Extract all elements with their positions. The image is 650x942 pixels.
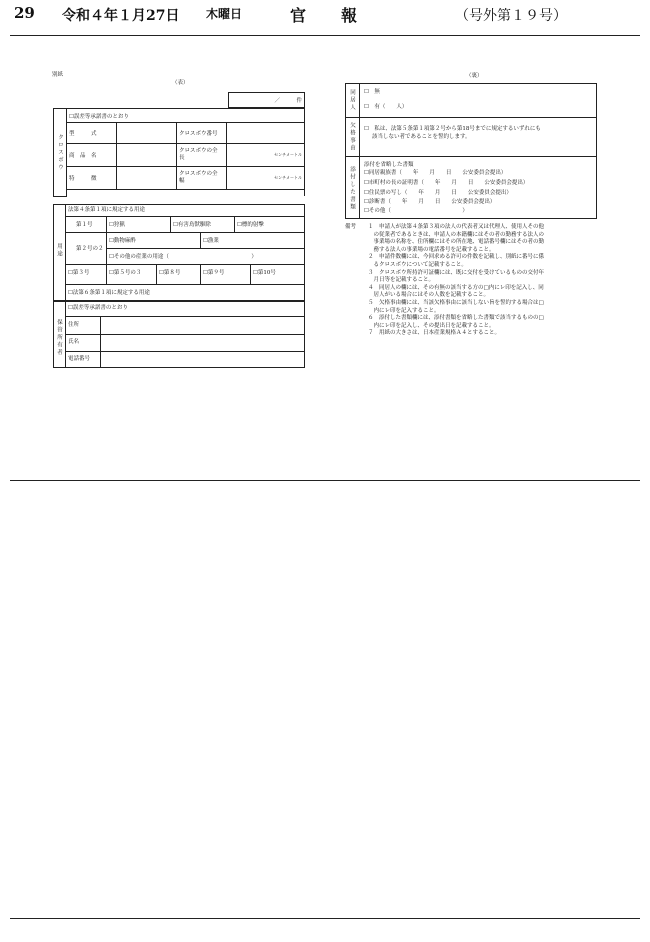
total-length-unit: センチメートル (227, 144, 305, 167)
note-line: ４ 同居人の欄には、その有無の該当する方の□内にレ印を記入し、同 (368, 284, 544, 291)
rule (106, 248, 305, 249)
back-divider (359, 83, 360, 219)
disqualification-label: 欠格事由 (349, 122, 355, 152)
notes-list (368, 224, 544, 338)
rule (200, 264, 201, 284)
back-label: （裏） (466, 73, 483, 79)
cohabitant-label: 同居人 (349, 88, 355, 112)
rule (65, 316, 305, 317)
attachment-label: 別紙 (52, 72, 64, 78)
phone-label: 電話番号 (68, 356, 91, 362)
item2-label: 第２号の２ (76, 246, 104, 252)
header-rule (10, 35, 640, 36)
front-form-table (53, 108, 305, 197)
hunting-option[interactable]: ☐狩猟 (109, 222, 125, 228)
note-line: ７ 用紙の大きさは、日本産業規格Ａ４とすること。 (368, 330, 501, 337)
note-line: ２ 申請件数欄には、今回求める許可の件数を記載し、別紙に番号に係 (368, 254, 545, 261)
disqualification-text-1[interactable]: ☐ 私は、法第５条第１項第２号から第18号までに規定するいずれにも (364, 126, 541, 132)
crossbow-spacer (67, 190, 305, 197)
rule (170, 216, 171, 232)
item3-option[interactable]: ☐第３号 (68, 270, 90, 276)
rule (65, 334, 305, 335)
name-label: 氏名 (68, 339, 80, 345)
trade-name-label: 商 品 名 (67, 144, 117, 167)
harmful-animal-option[interactable]: ☐有害鳥獣駆除 (173, 222, 211, 228)
rule (156, 264, 157, 284)
weekday: 木曜日 (206, 7, 243, 21)
item6-para1-option[interactable]: ☐法第６条第１項に規定する用途 (68, 290, 150, 296)
fishing-option[interactable]: ☐漁業 (203, 238, 219, 244)
other-industry-option[interactable]: ☐その他の産業の用途（ ） (109, 254, 257, 260)
count-box (228, 92, 305, 108)
address-label: 住所 (68, 322, 80, 328)
doc-option-2[interactable]: ☐市町村の長の証明書（ 年 月 日 公安委員会提出） (364, 180, 529, 186)
note-line: ５ 欠格事由欄には、当該欠格事由に該当しない旨を誓約する場合は□ (368, 299, 544, 306)
trade-name-value (117, 144, 177, 167)
use-divider (65, 204, 66, 301)
rule (234, 216, 235, 232)
rule (200, 232, 201, 248)
note-line: 務する法人の事業場の電話番号を記載すること。 (368, 246, 495, 253)
note-line: 事業場の名称を、住所欄にはその所在地、電話番号欄にはその者の勤 (368, 239, 545, 246)
attached-docs-label: 添付した書類 (349, 165, 355, 211)
front-label: （表） (172, 80, 189, 86)
item10-option[interactable]: ☐第10号 (253, 270, 276, 276)
crossbow-section-label: クロスボウ (54, 109, 67, 197)
item9-option[interactable]: ☐第９号 (203, 270, 225, 276)
note-line: ６ 添付した書類欄には、添付書類を省略した書類で該当するものの□ (368, 315, 544, 322)
note-line: １ 申請人が法第４条第３項の法人の代表者又は代理人、使用人その他 (368, 224, 545, 230)
rule (65, 284, 305, 285)
note-line: 居人がいる場合にはその人数を記載すること。 (368, 292, 490, 299)
rule (65, 351, 305, 352)
rule (250, 264, 251, 284)
sports-shooting-option[interactable]: ☐標的射撃 (237, 222, 264, 228)
total-width-label: クロスボウの全 幅 (177, 167, 227, 190)
use-section-label: 用途 (56, 242, 62, 258)
issue-number: （号外第１９号） (455, 8, 567, 24)
use-heading: 法第４条第１項に規定する用途 (68, 207, 146, 213)
note-line: ３ クロスボウ所持許可証欄には、既に交付を受けているものの交付年 (368, 269, 545, 276)
item8-option[interactable]: ☐第８号 (159, 270, 181, 276)
note-line: 内にレ印を記入すること。 (368, 307, 440, 314)
doc-option-5[interactable]: ☐その他（ ） (364, 208, 468, 214)
doc-option-3[interactable]: ☐住民票の写し（ 年 月 日 公安委員会提出） (364, 190, 512, 196)
features-label: 特 徴 (67, 167, 117, 190)
cohabitant-exists[interactable]: ☐ 有（ 人） (364, 104, 408, 110)
cohabitant-none[interactable]: ☐ 無 (364, 89, 380, 95)
attached-docs-heading: 添付を省略した書類 (364, 162, 414, 168)
crossbow-number-label: クロスボウ番号 (177, 123, 227, 144)
rule (65, 264, 305, 265)
rule (106, 264, 107, 284)
confirm-row-1: ☐誤差等承諾書のとおり (67, 109, 305, 123)
features-value (117, 167, 177, 190)
doc-option-1[interactable]: ☐同居親族書（ 年 月 日 公安委員会提出） (364, 170, 507, 176)
note-line: の従業者であるときは、申請人の本籍欄にはその者の勤務する法人の (368, 231, 545, 238)
note-line: 月日等を記載すること。 (368, 277, 435, 284)
notes-label: 備考 (345, 224, 357, 230)
section-rule (10, 480, 640, 481)
model-value (117, 123, 177, 144)
total-width-unit: センチメートル (227, 167, 305, 190)
note-line: 内にレ印を記入し、その提出日を記載すること。 (368, 322, 495, 329)
item1-label: 第１号 (76, 222, 93, 228)
rule (345, 117, 597, 118)
note-line: るクロスボウについて記載すること。 (368, 261, 467, 268)
rule (65, 216, 305, 217)
rule (65, 232, 305, 233)
crossbow-number-value (227, 123, 305, 144)
disqualification-text-2: 該当しない者であることを誓約します。 (372, 134, 471, 140)
animal-treatment-option[interactable]: ☐動物麻酔 (109, 238, 136, 244)
item5-3-option[interactable]: ☐第５号の３ (109, 270, 142, 276)
rule (100, 316, 101, 368)
publication-title: 官 報 (290, 6, 359, 25)
holder-confirm: ☐誤差等承諾書のとおり (68, 305, 128, 311)
page-number: 29 (14, 4, 35, 22)
count-unit: ／ 件 (229, 93, 305, 108)
issue-date: 令和４年１月27日 (62, 8, 180, 24)
rule (106, 216, 107, 232)
rule (345, 156, 597, 157)
doc-option-4[interactable]: ☐診断書（ 年 月 日 公安委員会提出） (364, 199, 496, 205)
footer-rule (10, 918, 640, 919)
model-label: 型 式 (67, 123, 117, 144)
total-length-label: クロスボウの全 長 (177, 144, 227, 167)
holder-section-label: 保管所有者 (56, 319, 62, 357)
